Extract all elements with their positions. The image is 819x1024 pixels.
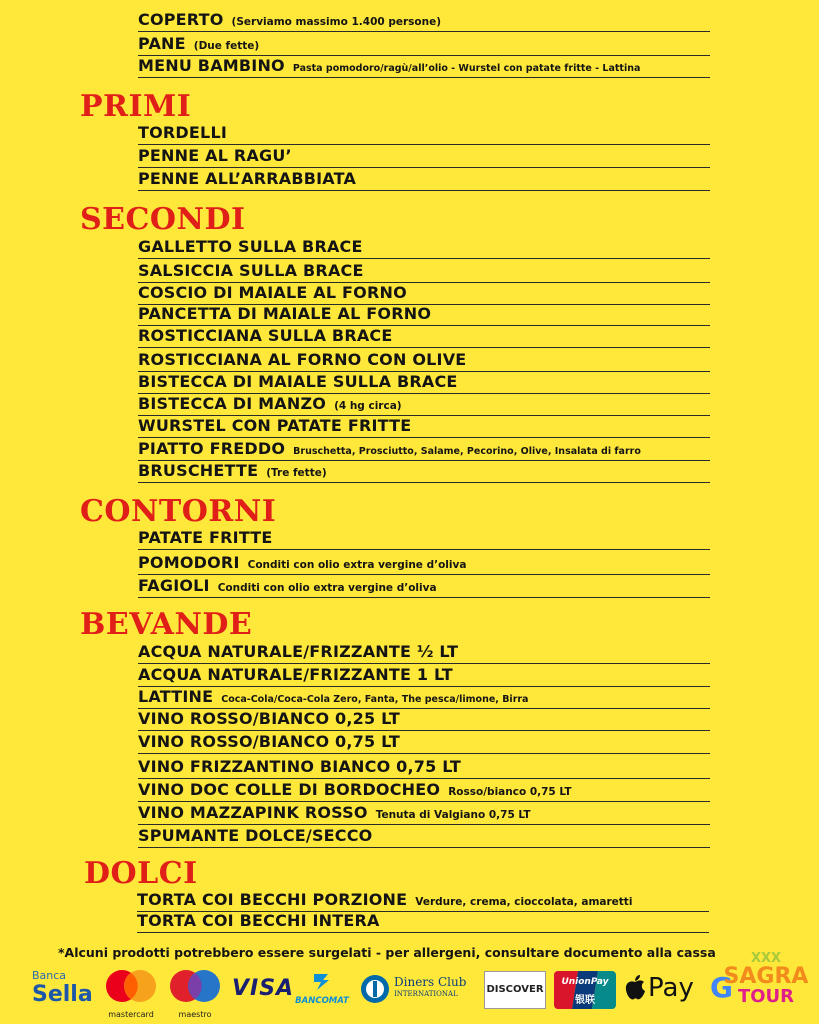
- menu-item-name: LATTINE: [138, 687, 214, 706]
- menu-item-name: WURSTEL CON PATATE FRITTE: [138, 416, 412, 435]
- section-title-dolci: DOLCI: [84, 856, 198, 891]
- menu-item: [138, 415, 710, 438]
- menu-item: [137, 910, 709, 933]
- sella-label: Sella: [32, 982, 93, 1007]
- menu-item-name: VINO ROSSO/BIANCO 0,75 LT: [138, 732, 400, 751]
- menu-item-note: Rosso/bianco 0,75 LT: [448, 786, 572, 798]
- menu-item: [138, 9, 710, 32]
- menu-item: [138, 779, 710, 802]
- menu-item-name: TORTA COI BECCHI PORZIONE: [137, 890, 408, 909]
- mastercard-logo: [102, 968, 160, 1020]
- sagra-tour-logo: [721, 952, 811, 1018]
- menu-item: [138, 33, 710, 56]
- menu-item-name: PANE: [138, 34, 186, 53]
- maestro-logo: [166, 968, 224, 1020]
- menu-item-note: (4 hg circa): [334, 400, 402, 412]
- menu-item: [138, 325, 710, 348]
- section-title-primi: PRIMI: [80, 89, 192, 124]
- menu-item-name: ROSTICCIANA SULLA BRACE: [138, 326, 393, 345]
- menu-item-name: COSCIO DI MAIALE AL FORNO: [138, 283, 407, 302]
- tour-label: TOUR: [737, 986, 795, 1007]
- menu-item-name: PIATTO FREDDO: [138, 439, 286, 458]
- menu-item: [138, 802, 710, 825]
- menu-item: [138, 145, 710, 168]
- menu-item: [138, 349, 710, 372]
- apple-pay-logo: [624, 972, 698, 1006]
- menu-item: [138, 664, 710, 687]
- bancomat-label: BANCOMAT: [295, 996, 349, 1006]
- menu-item: [138, 552, 710, 575]
- menu-item: [138, 55, 710, 78]
- menu-item-name: GALLETTO SULLA BRACE: [138, 237, 363, 256]
- section-title-secondi: SECONDI: [80, 202, 246, 237]
- menu-item-name: PENNE ALL’ARRABBIATA: [138, 169, 357, 188]
- visa-logo: VISA: [232, 976, 295, 1001]
- menu-item: [138, 527, 710, 550]
- menu-item-note: Pasta pomodoro/ragù/all’olio - Wurstel con patate fritte - Lattina: [292, 63, 641, 74]
- maestro-icon: [166, 968, 224, 1006]
- banca-sella-logo: [32, 970, 98, 1008]
- menu-item-name: VINO DOC COLLE DI BORDOCHEO: [138, 780, 441, 799]
- menu-item: [138, 686, 710, 709]
- menu-item-note: Coca-Cola/Coca-Cola Zero, Fanta, The pesca/limone, Birra: [221, 694, 529, 705]
- menu-item: [138, 122, 710, 145]
- menu-item-name: VINO ROSSO/BIANCO 0,25 LT: [138, 709, 400, 728]
- menu-item-note: Tenuta di Valgiano 0,75 LT: [375, 809, 531, 821]
- payment-methods: [30, 964, 819, 1019]
- menu-item-note: Bruschetta, Prosciutto, Salame, Pecorino, Olive, Insalata di farro: [293, 446, 641, 457]
- menu-item-note: (Due fette): [193, 40, 260, 52]
- section-title-bevande: BEVANDE: [80, 607, 253, 642]
- menu-item-name: PENNE AL RAGU’: [138, 146, 292, 165]
- menu-item: [138, 575, 710, 598]
- diners-club-logo: [360, 974, 478, 1008]
- unionpay-cn-label: 银联: [575, 995, 595, 1006]
- menu-item: [138, 282, 710, 305]
- diners-international-label: INTERNATIONAL: [394, 990, 458, 998]
- mastercard-label: mastercard: [108, 1010, 154, 1019]
- menu-item-name: TORDELLI: [138, 123, 227, 142]
- unionpay-logo: [554, 971, 616, 1009]
- menu-item: [138, 825, 710, 848]
- menu-item-name: BISTECCA DI MAIALE SULLA BRACE: [138, 372, 458, 391]
- unionpay-label: UnionPay: [561, 977, 609, 987]
- menu-item: [138, 708, 710, 731]
- menu-item: [138, 756, 710, 779]
- menu-item: [138, 731, 710, 754]
- menu-item-name: SALSICCIA SULLA BRACE: [138, 261, 364, 280]
- menu-item: [138, 641, 710, 664]
- menu-item-name: POMODORI: [138, 553, 240, 572]
- section-title-contorni: CONTORNI: [80, 494, 277, 529]
- sagra-xxx-label: XXX: [750, 951, 782, 966]
- apple-icon: [624, 974, 646, 1002]
- menu-item-name: BRUSCHETTE: [138, 461, 259, 480]
- menu-item: [138, 438, 710, 461]
- menu-item-name: ROSTICCIANA AL FORNO CON OLIVE: [138, 350, 467, 369]
- discover-label: DISCOVER: [486, 984, 544, 995]
- apple-pay-label: Pay: [648, 973, 694, 1003]
- menu-item-name: PANCETTA DI MAIALE AL FORNO: [138, 304, 432, 323]
- menu-item: [138, 393, 710, 416]
- menu-item-note: Conditi con olio extra vergine d’oliva: [217, 582, 437, 594]
- menu-item: [137, 889, 709, 912]
- allergen-footnote: *Alcuni prodotti potrebbero essere surgelati - per allergeni, consultare documento alla cassa: [58, 945, 716, 960]
- menu-item-name: TORTA COI BECCHI INTERA: [137, 911, 380, 930]
- menu-item-note: (Tre fette): [266, 467, 327, 479]
- sagra-label: SAGRA: [723, 964, 809, 989]
- diners-club-icon: [360, 974, 390, 1004]
- menu-item-name: ACQUA NATURALE/FRIZZANTE 1 LT: [138, 665, 453, 684]
- bancomat-logo: [292, 970, 352, 1006]
- menu-item-name: VINO FRIZZANTINO BIANCO 0,75 LT: [138, 757, 462, 776]
- maestro-label: maestro: [178, 1010, 212, 1019]
- menu-item-name: VINO MAZZAPINK ROSSO: [138, 803, 368, 822]
- menu-item-note: Verdure, crema, cioccolata, amaretti: [415, 896, 633, 908]
- diners-label: Diners Club: [394, 975, 467, 989]
- menu-item-note: (Serviamo massimo 1.400 persone): [231, 16, 442, 28]
- menu-item-name: MENU BAMBINO: [138, 56, 285, 75]
- banca-label: Banca: [32, 969, 67, 982]
- menu-item: [138, 168, 710, 191]
- bancomat-icon: [310, 970, 334, 992]
- menu-item-name: BISTECCA DI MANZO: [138, 394, 327, 413]
- menu-item-name: FAGIOLI: [138, 576, 210, 595]
- menu-item: [138, 371, 710, 394]
- menu-item-name: ACQUA NATURALE/FRIZZANTE ½ LT: [138, 642, 459, 661]
- menu-item-name: PATATE FRITTE: [138, 528, 273, 547]
- google-pay-logo: G: [710, 971, 733, 1004]
- menu-item-note: Conditi con olio extra vergine d’oliva: [247, 559, 467, 571]
- menu-item-name: SPUMANTE DOLCE/SECCO: [138, 826, 373, 845]
- menu-item: [138, 460, 710, 483]
- menu-item-name: COPERTO: [138, 10, 224, 29]
- menu-item: [138, 236, 710, 259]
- menu-item: [138, 303, 710, 326]
- mastercard-icon: [102, 968, 160, 1006]
- menu-item: [138, 260, 710, 283]
- discover-logo: [484, 971, 546, 1009]
